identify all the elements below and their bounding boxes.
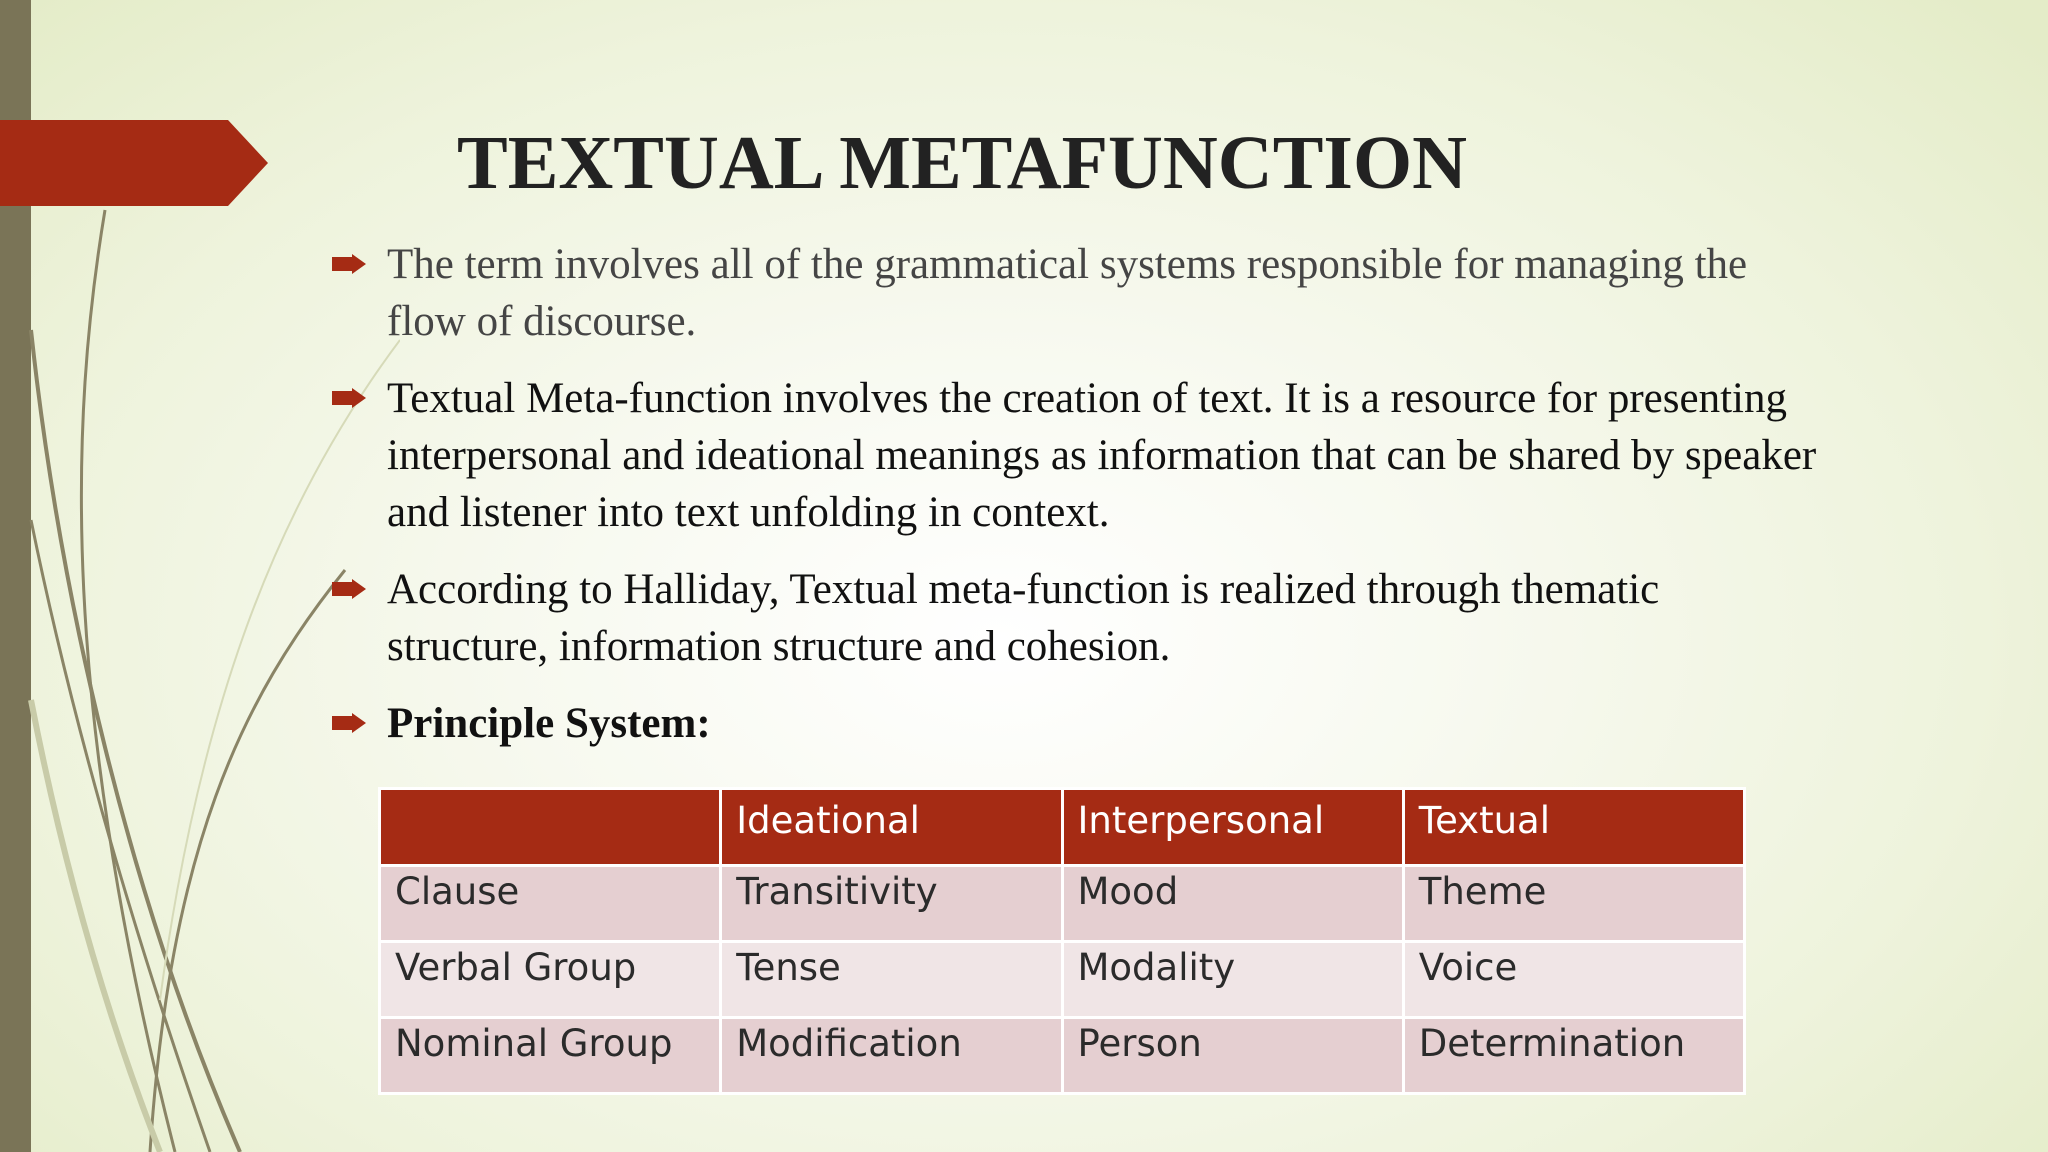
table-row — [380, 942, 1745, 1018]
table-cell: Transitivity — [721, 866, 1062, 942]
table-row — [380, 866, 1745, 942]
bullet-list — [330, 236, 1830, 772]
bullet-item — [330, 695, 1830, 752]
arrow-bullet-icon — [332, 388, 366, 408]
principle-system-table — [378, 787, 1746, 1095]
bullet-item — [330, 561, 1830, 675]
table-header-row — [380, 789, 1745, 866]
table-header-cell — [380, 789, 721, 866]
arrow-bullet-icon — [332, 254, 366, 274]
bullet-item — [330, 370, 1830, 541]
table-row — [380, 1018, 1745, 1094]
bullet-text: According to Halliday, Textual meta-function is realized through thematic structure, information structure and cohesion. — [387, 566, 1660, 670]
table-header-cell: Textual — [1403, 789, 1744, 866]
table-cell: Voice — [1403, 942, 1744, 1018]
table-cell: Tense — [721, 942, 1062, 1018]
table-cell: Modality — [1062, 942, 1403, 1018]
bullet-text: Textual Meta-function involves the creation of text. It is a resource for presenting interpersonal and ideational meanings as information that can be shared by speaker and listener into text unfolding in context. — [387, 375, 1817, 536]
slide-title: TEXTUAL METAFUNCTION — [457, 121, 1467, 205]
bullet-text: Principle System: — [387, 700, 711, 747]
principle-system-table-container — [378, 787, 1746, 1095]
table-cell: Modification — [721, 1018, 1062, 1094]
table-cell: Mood — [1062, 866, 1403, 942]
table-cell: Theme — [1403, 866, 1744, 942]
bullet-text: The term involves all of the grammatical systems responsible for managing the flow of discourse. — [387, 241, 1748, 345]
arrow-bullet-icon — [332, 579, 366, 599]
bullet-item — [330, 236, 1830, 350]
table-cell: Clause — [380, 866, 721, 942]
arrow-bullet-icon — [332, 713, 366, 733]
table-cell: Person — [1062, 1018, 1403, 1094]
table-header-cell: Ideational — [721, 789, 1062, 866]
table-cell: Nominal Group — [380, 1018, 721, 1094]
table-cell: Determination — [1403, 1018, 1744, 1094]
table-header-cell: Interpersonal — [1062, 789, 1403, 866]
table-cell: Verbal Group — [380, 942, 721, 1018]
